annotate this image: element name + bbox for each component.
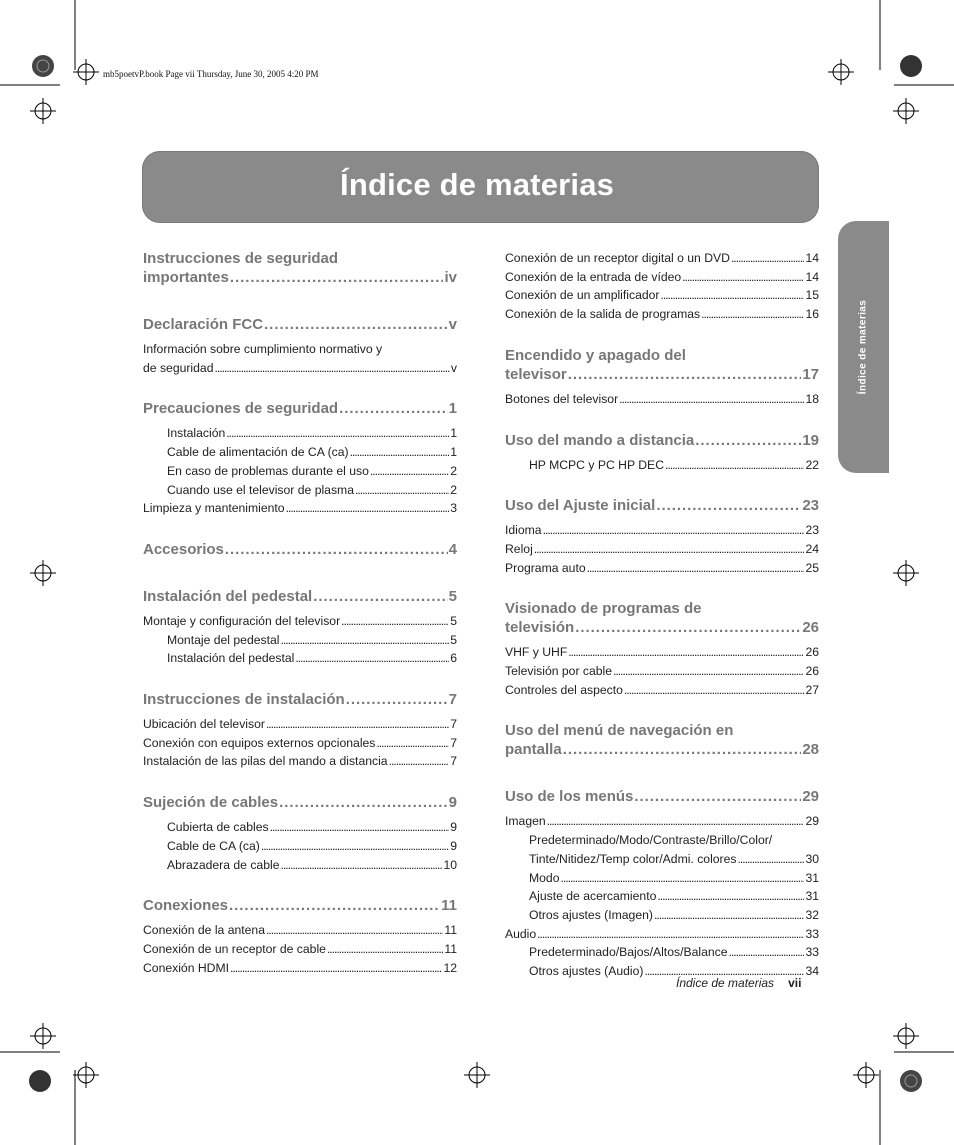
toc-entry-page: 5 xyxy=(450,613,457,628)
toc-heading-page: 7 xyxy=(448,691,457,709)
toc-heading-text: Uso de los menús xyxy=(505,788,634,806)
side-tab-label: Índice de materias xyxy=(857,299,869,395)
toc-subentry-page: 31 xyxy=(805,889,819,904)
toc-entry-text: Controles del aspecto xyxy=(505,682,623,697)
footer-section: Índice de materias xyxy=(676,976,775,990)
toc-subentry-page: 5 xyxy=(450,632,457,647)
toc-entry-text: Reloj xyxy=(505,541,533,556)
toc-subentry-text: Modo xyxy=(529,870,560,885)
toc-entry-text: Botones del televisor xyxy=(505,391,619,406)
toc-heading-text: televisor xyxy=(505,365,567,383)
toc-heading-text: Instrucciones de instalación xyxy=(143,691,345,709)
toc-subentry-page: 1 xyxy=(450,426,457,441)
toc-subentry-text: En caso de problemas durante el uso xyxy=(167,463,369,478)
toc-subentry-page: 2 xyxy=(450,482,457,497)
toc-entry-page: 7 xyxy=(450,735,457,750)
toc-entry-text: Imagen xyxy=(505,814,546,829)
toc-entry-text: Limpieza y mantenimiento xyxy=(143,501,285,516)
toc-heading-page: 19 xyxy=(802,431,819,449)
toc-entry-text: VHF y UHF xyxy=(505,645,568,660)
toc-entry-page: 27 xyxy=(805,682,819,697)
toc-entry-text: Ubicación del televisor xyxy=(143,717,265,732)
toc-entry-text: Conexión de un receptor digital o un DVD xyxy=(505,251,730,265)
toc-subentry-page: 2 xyxy=(450,463,457,478)
toc-entry-page: 26 xyxy=(805,664,819,679)
toc-heading-text: Declaración FCC xyxy=(143,316,264,333)
toc-subentry-page: 33 xyxy=(805,945,819,960)
toc-heading-page: 1 xyxy=(448,400,457,418)
toc-subentry-text: Tinte/Nitidez/Temp color/Admi. colores xyxy=(529,851,737,866)
toc-entry-page: 29 xyxy=(805,814,819,829)
toc-heading-page: 29 xyxy=(802,788,819,806)
toc-heading-text: televisión xyxy=(505,619,575,637)
toc-heading-text: Uso del Ajuste inicial xyxy=(505,497,656,515)
toc-entry-page: 15 xyxy=(805,288,819,303)
toc-heading-page: 28 xyxy=(802,741,819,759)
toc-entry-page: v xyxy=(450,360,457,375)
toc-heading-text: pantalla xyxy=(505,741,562,759)
toc-subentry-text: Instalación del pedestal xyxy=(167,651,295,666)
toc-entry-page: 24 xyxy=(805,541,819,556)
toc-entry-text: Instalación de las pilas del mando a distancia xyxy=(143,754,388,769)
toc-subentry-text: Otros ajustes (Imagen) xyxy=(529,907,653,922)
toc-subentry-text: Instalación xyxy=(167,426,226,441)
toc-subentry-text: Cubierta de cables xyxy=(167,820,269,835)
toc-subentry-page: 9 xyxy=(450,820,457,835)
book-header: mb5poetvP.book Page vii Thursday, June 30, 2005 4:20 PM xyxy=(103,69,319,79)
toc-entry-page: 26 xyxy=(805,645,819,660)
toc-subentry-text: Ajuste de acercamiento xyxy=(529,889,657,904)
toc-entry-text: Idioma xyxy=(505,523,542,538)
toc-heading-line: Uso del menú de navegación en xyxy=(505,722,734,740)
toc-entry-text: Conexión HDMI xyxy=(143,960,230,975)
toc-entry-text: Conexión de un receptor de cable xyxy=(143,941,326,956)
toc-entry-text: Montaje y configuración del televisor xyxy=(143,613,341,628)
toc-entry-page: 16 xyxy=(805,307,819,322)
toc-entry-page: 11 xyxy=(444,923,457,938)
toc-heading-page: 26 xyxy=(802,619,819,637)
page-title: Índice de materias xyxy=(340,167,615,202)
crosshair-icon xyxy=(30,59,919,1088)
toc-subentry-page: 10 xyxy=(443,857,457,872)
toc-heading-line: Visionado de programas de xyxy=(505,600,702,618)
toc-entry-page: 7 xyxy=(450,717,457,732)
toc-entry-text: Conexión de un amplificador xyxy=(505,288,660,303)
toc-entry-text: Conexión de la entrada de vídeo xyxy=(505,269,682,284)
toc-entry-page: 12 xyxy=(443,960,457,975)
toc-entry-page: 33 xyxy=(805,926,819,941)
toc-heading-page: 9 xyxy=(448,794,457,812)
toc-heading-text: Uso del mando a distancia xyxy=(505,431,695,449)
toc-subentry-page: 31 xyxy=(805,870,819,885)
toc-subentry-page: 9 xyxy=(450,838,457,853)
registration-target-icon xyxy=(29,55,922,1092)
toc-entry-page: 23 xyxy=(805,523,819,538)
footer-page-number: vii xyxy=(788,976,802,990)
toc-subentry-text: Cuando use el televisor de plasma xyxy=(167,482,354,497)
toc-entry-page: 7 xyxy=(450,754,457,769)
toc-subentry-text: Cable de alimentación de CA (ca) xyxy=(167,445,349,460)
toc-entry-page: 25 xyxy=(805,560,819,575)
toc-heading-page: v xyxy=(448,316,457,333)
toc-entry-page: 14 xyxy=(805,269,819,284)
toc-entry-page: 18 xyxy=(805,391,819,406)
toc-heading-page: 17 xyxy=(802,365,819,383)
toc-subentry-text: Montaje del pedestal xyxy=(167,632,280,647)
toc-subentry-page: 32 xyxy=(805,907,819,922)
toc-subentry-page: 30 xyxy=(805,851,819,866)
toc-entry-page: 3 xyxy=(450,501,457,516)
toc-entry-text: Televisión por cable xyxy=(505,664,613,679)
toc-subentry-text: Abrazadera de cable xyxy=(167,857,280,872)
toc-heading-page: 23 xyxy=(802,497,819,515)
toc-subentry-page: 22 xyxy=(805,457,819,472)
toc-entry-page: 14 xyxy=(805,251,819,265)
toc-subentry-text: Otros ajustes (Audio) xyxy=(529,964,644,979)
toc-heading-text: Precauciones de seguridad xyxy=(143,400,339,418)
toc-subentry-line: Predeterminado/Modo/Contraste/Brillo/Color/ xyxy=(529,833,773,848)
toc-entry-text: Conexión con equipos externos opcionales xyxy=(143,735,376,750)
toc-heading-line: Encendido y apagado del xyxy=(505,346,686,364)
toc-heading-text: Accesorios xyxy=(143,540,224,558)
toc-heading-page: 5 xyxy=(448,587,457,605)
toc-heading-page: iv xyxy=(444,269,457,286)
toc-subentry-page: 34 xyxy=(805,964,819,979)
toc-subentry-text: HP MCPC y PC HP DEC xyxy=(529,457,664,472)
toc-entry-text: Conexión de la salida de programas xyxy=(505,307,701,322)
toc-subentry-text: Cable de CA (ca) xyxy=(167,838,260,853)
toc-heading-page: 4 xyxy=(448,540,457,558)
toc-entry-page: 11 xyxy=(444,941,457,956)
toc-entry-text: Programa auto xyxy=(505,560,586,575)
toc-subentry-page: 6 xyxy=(450,651,457,666)
toc-entry-text: Conexión de la antena xyxy=(143,923,265,938)
toc-heading-line: Instrucciones de seguridad xyxy=(143,250,339,267)
toc-heading-text: Sujeción de cables xyxy=(143,794,279,812)
toc-heading-text: importantes xyxy=(143,269,229,286)
toc-entry-text: Audio xyxy=(505,926,537,941)
toc-entry-text: de seguridad xyxy=(143,360,214,375)
toc-subentry-text: Predeterminado/Bajos/Altos/Balance xyxy=(529,945,728,960)
toc-heading-text: Conexiones xyxy=(143,897,229,915)
toc-entry-line: Información sobre cumplimiento normativo y xyxy=(143,342,383,356)
toc-subentry-page: 1 xyxy=(450,445,457,460)
toc-heading-text: Instalación del pedestal xyxy=(143,587,313,605)
toc-heading-page: 11 xyxy=(441,897,457,915)
